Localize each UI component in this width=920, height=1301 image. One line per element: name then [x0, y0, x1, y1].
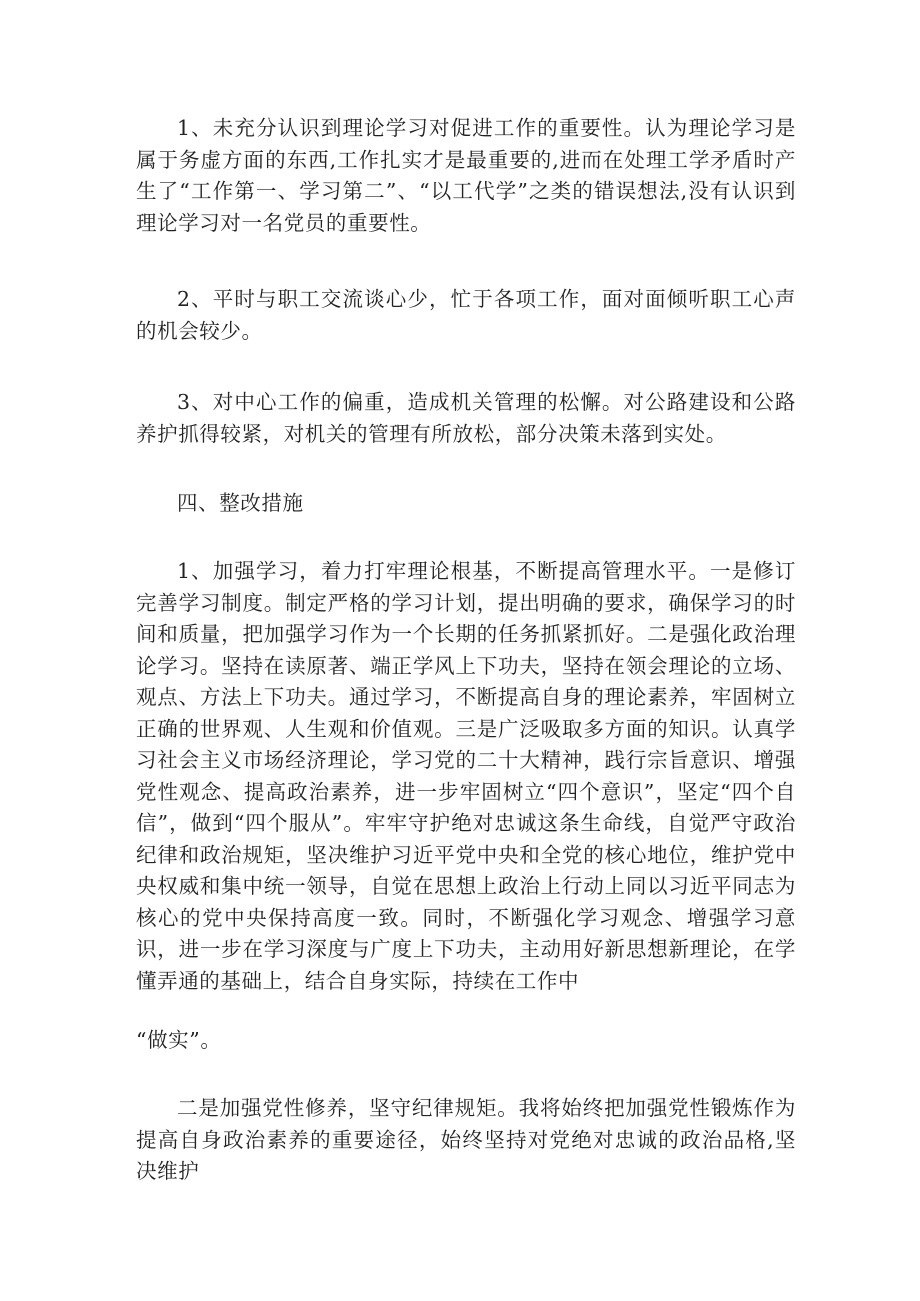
section-heading-rectification: 四、整改措施	[177, 491, 304, 515]
paragraph-strengthen-study: 1、加强学习，着力打牢理论根基，不断提高管理水平。一是修订完善学习制度。制定严格的学习计划，提出明确的要求，确保学习的时间和质量，把加强学习作为一个长期的任务抓紧抓好。二是强化政治理论学习。坚持在读原著、端正学风上下功夫，坚持在领会理论的立场、观点、方法上下功夫。通过学习，不断提高自身的理论素养，牢固树立正确的世界观、人生观和价值观。三是广泛吸取多方面的知识。认真学习社会主义市场经济理论，学习党的二十大精神，践行宗旨意识、增强党性观念、提高政治素养，进一步牢固树立“四个意识”，坚定“四个自信”，做到“四个服从”。牢牢守护绝对忠诚这条生命线，自觉严守政治纪律和政治规矩，坚决维护习近平党中央和全党的核心地位，维护党中央权威和集中统一领导，自觉在思想上政治上行动上同以习近平同志为核心的党中央保持高度一致。同时，不断强化学习观念、增强学习意识，进一步在学习深度与广度上下功夫，主动用好新思想新理论，在学懂弄通的基础上，结合自身实际，持续在工作中	[136, 559, 796, 993]
paragraph-theory-study: 1、未充分认识到理论学习对促进工作的重要性。认为理论学习是属于务虚方面的东西,工作扎实才是最重要的,进而在处理工学矛盾时产生了“工作第一、学习第二”、“以工代学”之类的错误想法,没有认识到理论学习对一名党员的重要性。	[136, 116, 796, 235]
paragraph-party-spirit: 二是加强党性修养，坚守纪律规矩。我将始终把加强党性锻炼作为提高自身政治素养的重要途径，始终坚持对党绝对忠诚的政治品格,坚决维护	[136, 1096, 796, 1183]
paragraph-management-laxity: 3、对中心工作的偏重，造成机关管理的松懈。对公路建设和公路养护抓得较紧，对机关的管理有所放松，部分决策未落到实处。	[136, 390, 796, 446]
paragraph-do-solid: “做实”。	[136, 1028, 222, 1052]
paragraph-staff-communication: 2、平时与职工交流谈心少，忙于各项工作，面对面倾听职工心声的机会较少。	[136, 287, 796, 343]
